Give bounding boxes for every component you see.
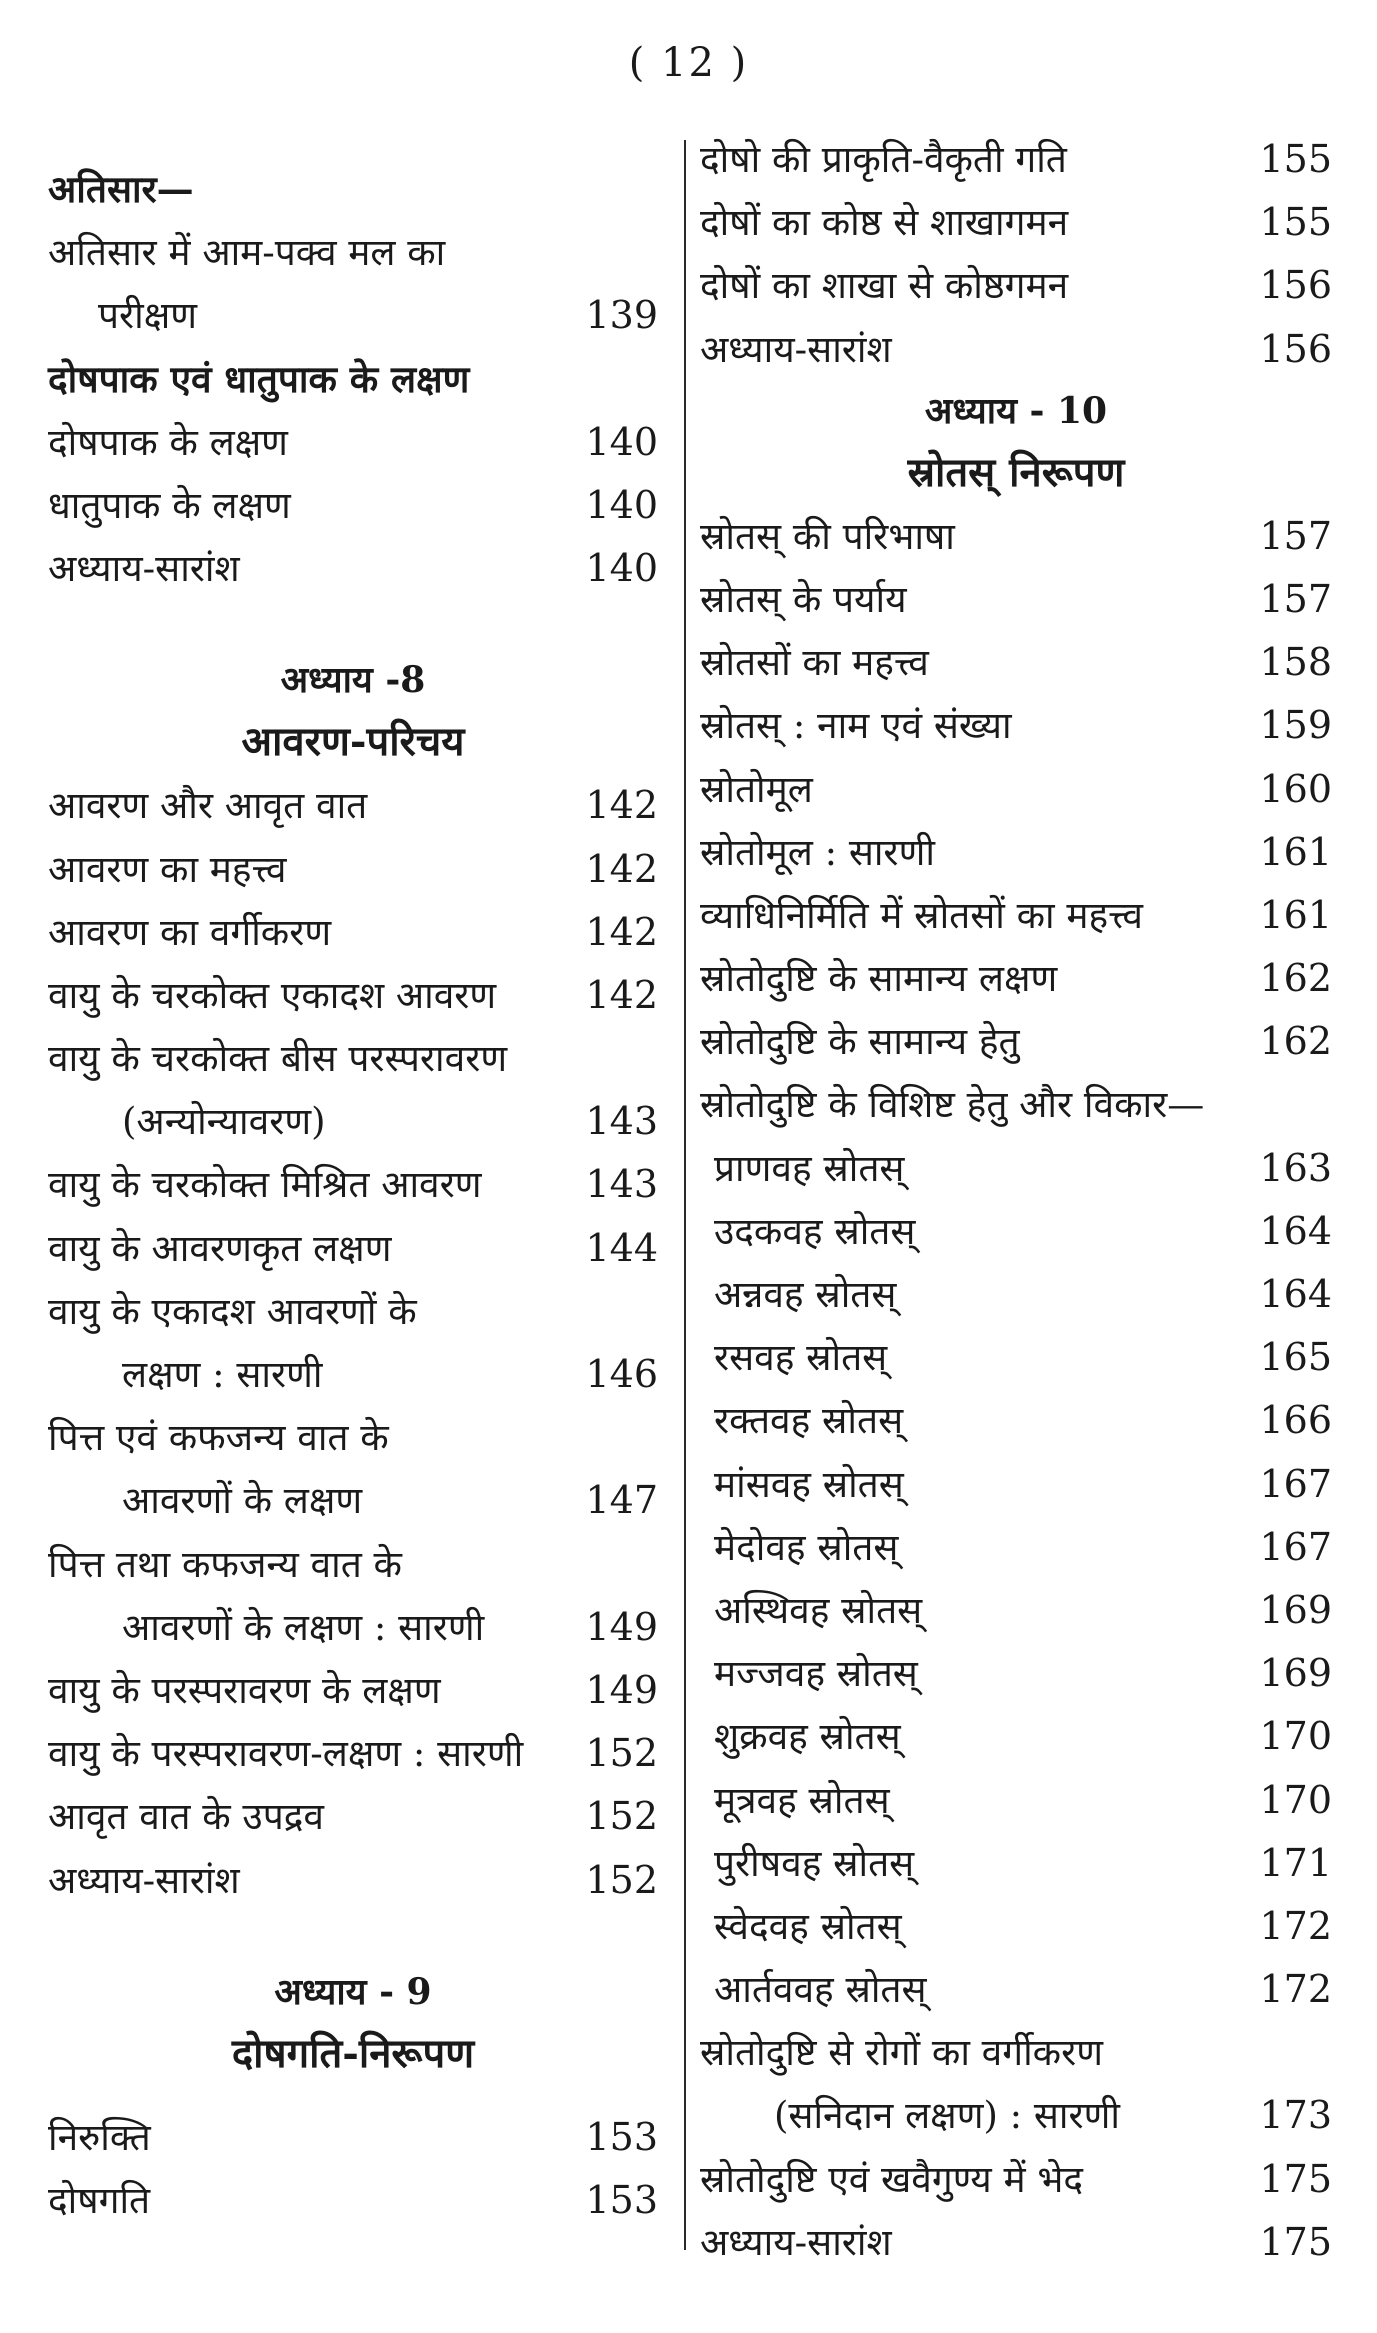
toc-entry [700, 1326, 1332, 1389]
chapter-title: दोषगति-निरूपण [231, 2029, 475, 2077]
toc-entry [700, 1642, 1332, 1705]
toc-entry-text: वायु के चरकोक्त मिश्रित आवरण [48, 1163, 482, 1207]
toc-entry-page: 161 [1259, 829, 1332, 874]
toc-entry-page: 140 [585, 546, 658, 591]
toc-entry [700, 1073, 1332, 1136]
toc-entry-text: दोषगति [48, 2178, 151, 2222]
toc-entry-text: प्राणवह स्रोतस् [714, 1146, 905, 1190]
toc-entry-page: 160 [1259, 766, 1332, 811]
toc-entry-page: 170 [1259, 1714, 1332, 1759]
toc-entry-page: 152 [585, 1857, 658, 1902]
toc-entry-text: अध्याय-सारांश [48, 1858, 240, 1902]
toc-entry-page: 173 [1259, 2093, 1332, 2138]
toc-entry-page: 139 [585, 293, 658, 338]
toc-entry [48, 1406, 658, 1469]
toc-entry-text: मूत्रवह स्रोतस् [714, 1778, 890, 1822]
toc-entry-text: स्वेदवह स्रोतस् [714, 1904, 902, 1948]
toc-entry [48, 1785, 658, 1848]
chapter-label: अध्याय -8 [280, 659, 426, 702]
toc-entry-page: 149 [585, 1604, 658, 1649]
toc-entry-page: 153 [585, 2177, 658, 2222]
toc-entry-text: व्याधिनिर्मिति में स्रोतसों का महत्त्व [700, 893, 1143, 937]
toc-entry-page: 155 [1259, 137, 1332, 181]
toc-entry-text: वायु के एकादश आवरणों के [48, 1289, 417, 1333]
toc-entry-text: अध्याय-सारांश [700, 2220, 892, 2264]
toc-entry-text: धातुपाक के लक्षण [48, 483, 291, 527]
toc-entry-page: 167 [1259, 1524, 1332, 1569]
toc-entry [700, 758, 1332, 821]
toc-entry-text: अध्याय-सारांश [48, 547, 240, 591]
chapter-title: आवरण-परिचय [241, 718, 465, 766]
toc-entry-page: 171 [1259, 1840, 1332, 1885]
toc-entry [48, 774, 658, 837]
toc-entry-text: मांसवह स्रोतस् [714, 1462, 904, 1506]
toc-entry-page: 142 [585, 972, 658, 1017]
toc-entry-text: आर्तववह स्रोतस् [714, 1968, 927, 2012]
toc-entry-page: 172 [1259, 1903, 1332, 1948]
toc-entry-text: (सनिदान लक्षण) : सारणी [774, 2094, 1120, 2138]
toc-entry-text: पित्त तथा कफजन्य वात के [48, 1542, 402, 1586]
toc-entry-text: आवरण और आवृत वात [48, 784, 368, 828]
toc-entry-page: 156 [1259, 263, 1332, 308]
toc-entry [700, 505, 1332, 568]
toc-entry [700, 1579, 1332, 1642]
toc-entry [48, 901, 658, 964]
toc-entry-text: आवरण का वर्गीकरण [48, 910, 332, 954]
toc-entry-page: 166 [1259, 1398, 1332, 1443]
toc-entry [48, 1343, 658, 1406]
toc-entry [700, 1769, 1332, 1832]
toc-entry [700, 1200, 1332, 1263]
toc-entry-text: वायु के आवरणकृत लक्षण [48, 1226, 392, 1270]
toc-entry-text: दोषों का शाखा से कोष्ठगमन [700, 264, 1069, 308]
toc-entry-text: दोषों का कोष्ठ से शाखागमन [700, 201, 1069, 245]
toc-entry-page: 158 [1259, 640, 1332, 685]
toc-entry-page: 142 [585, 846, 658, 891]
toc-entry-text: आवरण का महत्त्व [48, 847, 287, 891]
toc-entry-text: निरुक्ति [48, 2115, 151, 2159]
toc-entry-text: शुक्रवह स्रोतस् [714, 1715, 901, 1759]
toc-entry [48, 838, 658, 901]
chapter-title: स्रोतस् निरूपण [907, 448, 1125, 496]
page-number: ( 12 ) [628, 40, 749, 86]
right-column [700, 128, 1332, 2274]
toc-entry-page: 167 [1259, 1461, 1332, 1506]
toc-entry-page: 175 [1259, 2219, 1332, 2264]
toc-entry-page: 146 [585, 1352, 658, 1396]
toc-list [48, 774, 658, 1911]
toc-entry [48, 1027, 658, 1090]
toc-entry-page: 164 [1259, 1272, 1332, 1316]
toc-entry [700, 1453, 1332, 1516]
toc-entry-text: स्रोतस् के पर्याय [700, 577, 907, 621]
toc-entry-page: 157 [1259, 576, 1332, 621]
toc-entry [700, 1263, 1332, 1326]
section-heading [48, 348, 658, 411]
toc-entry [700, 254, 1332, 317]
toc-entry-text: आवरणों के लक्षण [122, 1479, 363, 1523]
toc-list [48, 411, 658, 601]
toc-entry-text: रक्तवह स्रोतस् [714, 1399, 904, 1443]
column-divider [684, 140, 686, 2250]
toc-entry [700, 1137, 1332, 1200]
chapter-label: अध्याय - 10 [924, 389, 1108, 432]
toc-entry-text: दोषपाक के लक्षण [48, 420, 288, 464]
toc-entry-text: लक्षण : सारणी [122, 1353, 323, 1396]
toc-entry [700, 1389, 1332, 1452]
toc-entry [700, 1705, 1332, 1768]
toc-entry-page: 162 [1259, 956, 1332, 1001]
toc-entry-page: 153 [585, 2114, 658, 2159]
toc-entry [700, 1895, 1332, 1958]
toc-entry-page: 142 [585, 783, 658, 828]
toc-entry [48, 1533, 658, 1596]
toc-entry [48, 1217, 658, 1280]
toc-entry-text: वायु के परस्परावरण के लक्षण [48, 1668, 441, 1712]
toc-entry [48, 1090, 658, 1153]
toc-entry [700, 1010, 1332, 1073]
toc-entry-page: 162 [1259, 1019, 1332, 1064]
toc-entry-text: अतिसार में आम-पक्व मल का [48, 231, 446, 275]
toc-entry-text: पुरीषवह स्रोतस् [714, 1841, 915, 1885]
left-column [48, 158, 658, 2232]
toc-entry [700, 318, 1332, 381]
toc-entry [48, 474, 658, 537]
toc-entry [700, 2084, 1332, 2147]
toc-entry [48, 284, 658, 347]
toc-entry [700, 2211, 1332, 2274]
toc-entry [48, 1153, 658, 1216]
toc-entry-text: स्रोतोदुष्टि के सामान्य हेतु [700, 1020, 1020, 1064]
toc-entry-page: 165 [1259, 1335, 1332, 1380]
toc-entry-text: मज्जवह स्रोतस् [714, 1652, 918, 1696]
toc-entry-text: स्रोतोमूल : सारणी [700, 830, 935, 874]
toc-entry-text: स्रोतोदुष्टि के विशिष्ट हेतु और विकार— [700, 1083, 1205, 1127]
section-heading-text: अतिसार— [48, 167, 194, 211]
toc-entry [700, 2021, 1332, 2084]
section-heading [48, 158, 658, 221]
toc-entry-text: स्रोतस् : नाम एवं संख्या [700, 704, 1012, 748]
toc-entry-page: 143 [585, 1099, 658, 1144]
toc-entry [700, 568, 1332, 631]
toc-entry-page: 159 [1259, 703, 1332, 748]
toc-entry [48, 1596, 658, 1659]
toc-entry-page: 155 [1259, 200, 1332, 245]
toc-entry-text: परीक्षण [98, 294, 198, 338]
toc-entry-page: 175 [1259, 2156, 1332, 2201]
toc-entry [700, 631, 1332, 694]
toc-entry-page: 157 [1259, 513, 1332, 558]
toc-list [48, 2106, 658, 2232]
toc-entry-text: (अन्योन्यावरण) [122, 1100, 326, 1144]
toc-entry [48, 221, 658, 284]
toc-entry-text: मेदोवह स्रोतस् [714, 1525, 899, 1569]
toc-entry-text: आवरणों के लक्षण : सारणी [122, 1605, 485, 1649]
toc-entry-page: 152 [585, 1794, 658, 1839]
toc-entry-text: स्रोतसों का महत्त्व [700, 641, 929, 685]
chapter-label: अध्याय - 9 [274, 1970, 432, 2013]
toc-entry [700, 821, 1332, 884]
toc-entry-text: वायु के चरकोक्त बीस परस्परावरण [48, 1037, 508, 1081]
toc-entry [48, 1280, 658, 1343]
toc-entry-text: स्रोतोदुष्टि एवं खवैगुण्य में भेद [700, 2157, 1084, 2201]
toc-entry-text: पित्त एवं कफजन्य वात के [48, 1416, 389, 1460]
toc-list [700, 128, 1332, 381]
toc-entry-page: 161 [1259, 892, 1332, 937]
toc-entry-page: 147 [585, 1478, 658, 1523]
toc-entry [700, 884, 1332, 947]
toc-entry-page: 164 [1259, 1208, 1332, 1253]
toc-entry [48, 1659, 658, 1722]
toc-entry [48, 2106, 658, 2169]
toc-entry-page: 169 [1259, 1587, 1332, 1632]
toc-entry-text: स्रोतोदुष्टि के सामान्य लक्षण [700, 957, 1058, 1001]
toc-entry-page: 142 [585, 909, 658, 954]
toc-entry [700, 1516, 1332, 1579]
toc-entry-text: आवृत वात के उपद्रव [48, 1795, 324, 1839]
toc-entry-page: 156 [1259, 326, 1332, 371]
toc-entry-text: स्रोतोमूल [700, 767, 813, 811]
toc-entry-page: 163 [1259, 1145, 1332, 1190]
toc-entry [700, 1832, 1332, 1895]
toc-entry [48, 964, 658, 1027]
toc-entry-text: दोषो की प्राकृति-वैकृती गति [700, 138, 1067, 181]
toc-entry-page: 172 [1259, 1967, 1332, 2012]
toc-entry [700, 694, 1332, 757]
toc-list [700, 505, 1332, 2274]
toc-entry [700, 947, 1332, 1010]
toc-entry-page: 152 [585, 1731, 658, 1776]
toc-entry-text: अन्नवह स्रोतस् [714, 1273, 897, 1316]
toc-entry [48, 537, 658, 600]
toc-entry [48, 1849, 658, 1912]
toc-entry [700, 191, 1332, 254]
toc-entry [700, 128, 1332, 191]
toc-entry-text: अध्याय-सारांश [700, 327, 892, 371]
toc-entry-page: 149 [585, 1667, 658, 1712]
toc-entry [700, 2148, 1332, 2211]
toc-entry [48, 1469, 658, 1532]
toc-entry-text: वायु के परस्परावरण-लक्षण : सारणी [48, 1732, 524, 1776]
toc-entry-text: स्रोतोदुष्टि से रोगों का वर्गीकरण [700, 2031, 1103, 2075]
toc-entry-page: 143 [585, 1162, 658, 1207]
toc-entry-text: वायु के चरकोक्त एकादश आवरण [48, 973, 497, 1017]
toc-entry-text: स्रोतस् की परिभाषा [700, 514, 955, 558]
toc-entry [48, 2169, 658, 2232]
section-heading-text: दोषपाक एवं धातुपाक के लक्षण [48, 356, 470, 401]
toc-entry [700, 1958, 1332, 2021]
toc-entry-text: रसवह स्रोतस् [714, 1336, 888, 1380]
toc-entry-text: अस्थिवह स्रोतस् [714, 1588, 923, 1632]
toc-entry-page: 144 [585, 1225, 658, 1270]
toc-entry [48, 411, 658, 474]
toc-entry-page: 170 [1259, 1777, 1332, 1822]
toc-entry [48, 1722, 658, 1785]
toc-entry-text: उदकवह स्रोतस् [714, 1209, 916, 1253]
toc-entry-page: 169 [1259, 1651, 1332, 1696]
toc-entry-page: 140 [585, 419, 658, 464]
toc-entry-page: 140 [585, 482, 658, 527]
